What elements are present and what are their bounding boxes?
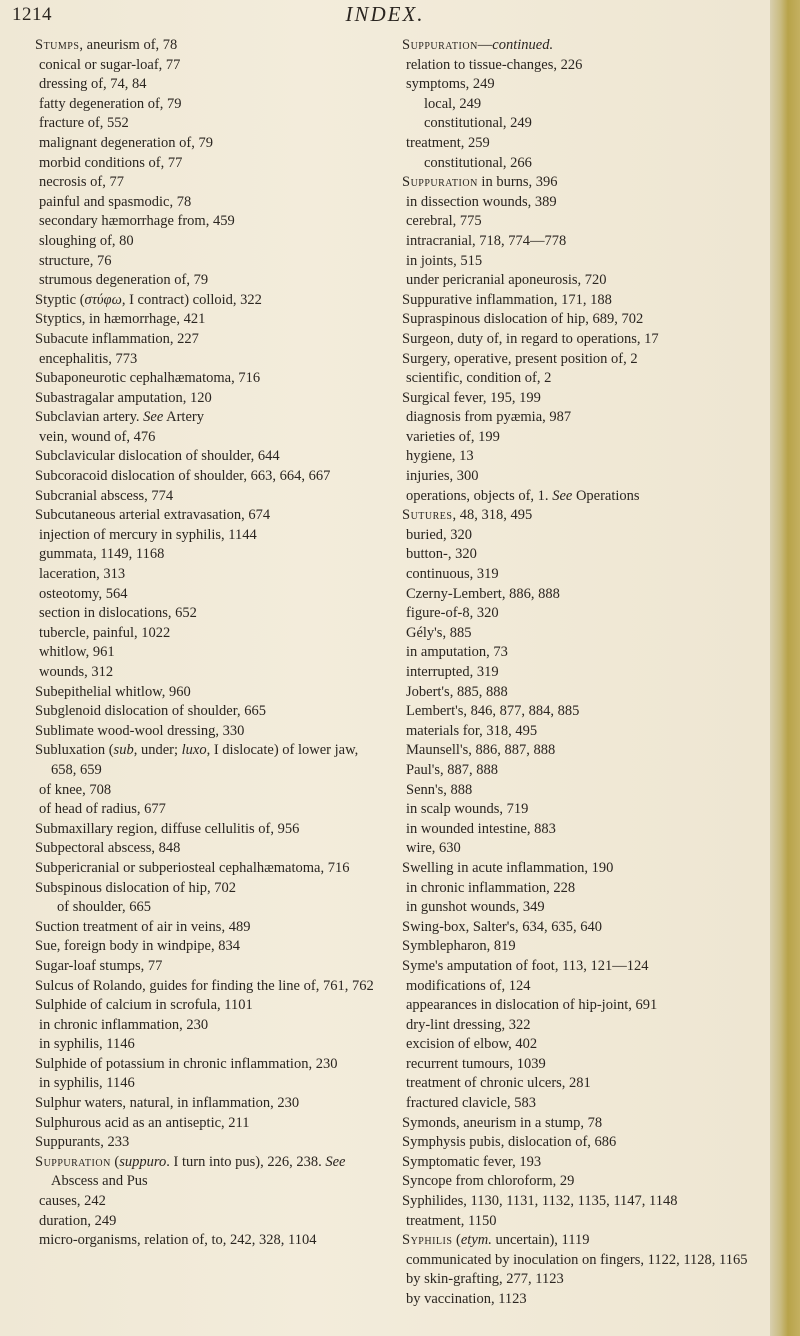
index-entry: Subclavian artery. See Artery [35,409,204,426]
index-subentry: Jobert's, 885, 888 [406,683,508,700]
index-entry: Subspinous dislocation of hip, 702 [35,879,236,896]
index-subentry: recurrent tumours, 1039 [406,1055,546,1072]
index-entry: Syphilis (etym. uncertain), 1119 [402,1232,590,1249]
index-subentry: treatment, 259 [406,134,490,151]
index-subentry: hygiene, 13 [406,448,474,465]
index-subentry: in dissection wounds, 389 [406,193,557,210]
index-subentry: symptoms, 249 [406,76,495,93]
index-subentry: tubercle, painful, 1022 [39,624,171,641]
index-subentry: painful and spasmodic, 78 [39,193,192,210]
page-number: 1214 [12,4,52,25]
index-subentry: section in dislocations, 652 [39,605,197,622]
index-entry: Styptics, in hæmorrhage, 421 [35,311,206,328]
index-subentry: vein, wound of, 476 [39,428,156,445]
index-subentry: in scalp wounds, 719 [406,801,529,818]
running-title: INDEX. [345,2,425,26]
index-entry: Sue, foreign body in windpipe, 834 [35,938,240,955]
index-subentry: gummata, 1149, 1168 [39,546,165,563]
index-subentry: sloughing of, 80 [39,232,134,249]
index-entry: Sulcus of Rolando, guides for finding the line of, 761, 762 [35,977,374,994]
index-entry: Suppuration (suppuro. I turn into pus), 226, 238. See Abscess and Pus [35,1153,346,1190]
index-subentry: laceration, 313 [39,566,126,583]
index-subentry: appearances in dislocation of hip-joint, 691 [406,997,658,1014]
index-subentry: materials for, 318, 495 [406,722,538,739]
index-subentry: fractured clavicle, 583 [406,1095,537,1112]
index-subentry: Maunsell's, 886, 887, 888 [406,742,556,759]
index-subentry: cerebral, 775 [406,213,482,230]
index-entry: Symonds, aneurism in a stump, 78 [402,1114,603,1131]
index-subentry: by vaccination, 1123 [406,1291,527,1307]
index-subentry: Lembert's, 846, 877, 884, 885 [406,703,580,720]
index-entry: Subpericranial or subperiosteal cephalhæmatoma, 716 [35,859,350,876]
index-subentry: osteotomy, 564 [39,585,128,602]
index-subentry: Czerny-Lembert, 886, 888 [406,585,560,602]
index-subentry: constitutional, 266 [424,154,532,171]
index-subentry: scientific, condition of, 2 [406,370,552,387]
index-subentry: dressing of, 74, 84 [39,76,147,93]
index-subentry: Paul's, 887, 888 [406,761,499,778]
index-subentry: malignant degeneration of, 79 [39,134,213,151]
index-subentry: wire, 630 [406,840,461,857]
index-entry: Suction treatment of air in veins, 489 [35,918,251,935]
index-subentry: relation to tissue-changes, 226 [406,56,583,73]
index-subentry: injuries, 300 [406,468,479,485]
index-subentry: interrupted, 319 [406,664,499,680]
index-subentry: of knee, 708 [39,781,112,798]
index-entry: Surgery, operative, present position of, 2 [402,350,638,367]
index-entry: Subpectoral abscess, 848 [35,840,181,857]
index-subentry: fatty degeneration of, 79 [39,95,182,112]
index-entry: Suppuration—continued. [402,37,554,53]
index-entry: Subglenoid dislocation of shoulder, 665 [35,703,266,720]
index-entry: Symblepharon, 819 [402,938,516,955]
index-subentry: wounds, 312 [39,664,114,680]
index-subentry: morbid conditions of, 77 [39,154,183,171]
index-subentry: intracranial, 718, 774—778 [406,232,567,249]
index-column-right [402,36,752,1310]
index-subentry: operations, objects of, 1. See Operations [406,487,640,504]
index-subentry: causes, 242 [39,1193,106,1210]
index-subentry: diagnosis from pyæmia, 987 [406,409,572,426]
index-entry: Surgical fever, 195, 199 [402,389,541,406]
index-entry: Swing-box, Salter's, 634, 635, 640 [402,918,602,935]
index-entry: Subastragalar amputation, 120 [35,389,212,406]
index-subentry: in syphilis, 1146 [39,1075,135,1092]
index-column-left [35,36,375,1251]
index-entry: Symphysis pubis, dislocation of, 686 [402,1134,617,1151]
index-subentry: of head of radius, 677 [39,801,166,818]
page-header [0,0,770,30]
index-subentry: treatment of chronic ulcers, 281 [406,1075,591,1092]
index-subentry: of shoulder, 665 [57,899,152,916]
index-entry: Syphilides, 1130, 1131, 1132, 1135, 1147, 1148 [402,1193,678,1210]
index-subentry: Gély's, 885 [406,624,472,641]
index-subentry: constitutional, 249 [424,115,532,132]
index-subentry: by skin-grafting, 277, 1123 [406,1271,564,1288]
index-entry: Subcoracoid dislocation of shoulder, 663, 664, 667 [35,468,331,485]
index-entry: Sugar-loaf stumps, 77 [35,957,163,974]
index-subentry: modifications of, 124 [406,977,531,994]
index-entry: Suppurative inflammation, 171, 188 [402,291,612,308]
index-subentry: in gunshot wounds, 349 [406,899,545,916]
index-subentry: communicated by inoculation on fingers, 1122, 1128, 1165 [406,1251,748,1268]
index-subentry: in syphilis, 1146 [39,1036,135,1053]
index-subentry: in chronic inflammation, 228 [406,879,576,896]
index-entry: Syncope from chloroform, 29 [402,1173,575,1190]
index-entry: Sublimate wood-wool dressing, 330 [35,722,245,739]
index-subentry: Senn's, 888 [406,781,473,798]
index-subentry: injection of mercury in syphilis, 1144 [39,526,257,543]
index-entry: Subcranial abscess, 774 [35,487,174,504]
index-entry: Suppuration in burns, 396 [402,174,558,191]
index-entry: Sulphur waters, natural, in inflammation, 230 [35,1095,300,1112]
index-subentry: whitlow, 961 [39,644,115,661]
index-subentry: conical or sugar-loaf, 77 [39,56,181,73]
page-edge [770,0,800,1336]
index-subentry: varieties of, 199 [406,428,500,445]
index-subentry: local, 249 [424,95,482,112]
index-subentry: under pericranial aponeurosis, 720 [406,272,607,289]
index-subentry: strumous degeneration of, 79 [39,272,209,289]
index-subentry: in joints, 515 [406,252,483,269]
index-entry: Sulphurous acid as an antiseptic, 211 [35,1114,250,1131]
index-entry: Supraspinous dislocation of hip, 689, 702 [402,311,644,328]
index-subentry: button-, 320 [406,546,477,563]
index-subentry: in wounded intestine, 883 [406,820,556,837]
index-entry: Surgeon, duty of, in regard to operations, 17 [402,330,659,347]
index-entry: Syme's amputation of foot, 113, 121—124 [402,957,649,974]
index-entry: Sulphide of calcium in scrofula, 1101 [35,997,253,1014]
index-entry: Subcutaneous arterial extravasation, 674 [35,507,271,524]
index-subentry: in chronic inflammation, 230 [39,1016,209,1033]
index-subentry: figure-of-8, 320 [406,605,499,622]
index-entry: Sulphide of potassium in chronic inflammation, 230 [35,1055,338,1072]
index-subentry: excision of elbow, 402 [406,1036,538,1053]
index-entry: Submaxillary region, diffuse cellulitis of, 956 [35,820,300,837]
index-subentry: necrosis of, 77 [39,174,124,191]
index-entry: Subepithelial whitlow, 960 [35,683,191,700]
index-subentry: dry-lint dressing, 322 [406,1016,531,1033]
index-subentry: continuous, 319 [406,566,499,583]
index-entry: Swelling in acute inflammation, 190 [402,859,614,876]
index-subentry: micro-organisms, relation of, to, 242, 328, 1104 [39,1232,317,1249]
index-entry: Sutures, 48, 318, 495 [402,507,533,524]
index-subentry: duration, 249 [39,1212,117,1229]
index-subentry: structure, 76 [39,252,112,269]
index-subentry: in amputation, 73 [406,644,508,661]
index-subentry: treatment, 1150 [406,1212,497,1229]
index-entry: Subaponeurotic cephalhæmatoma, 716 [35,370,261,387]
index-entry: Subacute inflammation, 227 [35,330,199,347]
index-entry: Styptic (στύφω, I contract) colloid, 322 [35,291,262,308]
index-subentry: buried, 320 [406,526,473,543]
index-subentry: secondary hæmorrhage from, 459 [39,213,235,230]
index-subentry: fracture of, 552 [39,115,129,132]
index-subentry: encephalitis, 773 [39,350,138,367]
index-entry: Stumps, aneurism of, 78 [35,37,178,53]
index-entry: Suppurants, 233 [35,1134,130,1151]
index-entry: Symptomatic fever, 193 [402,1153,542,1170]
index-entry: Subclavicular dislocation of shoulder, 644 [35,448,280,465]
index-entry: Subluxation (sub, under; luxo, I dislocate) of lower jaw, 658, 659 [35,742,359,778]
